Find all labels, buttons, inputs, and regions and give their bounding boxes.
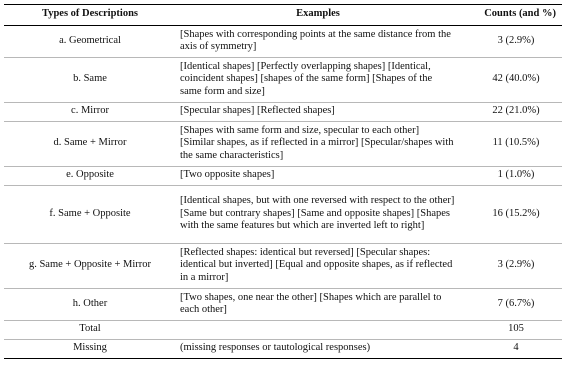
examples-cell: [Identical shapes, but with one reversed with respect to the other] [Same but contrary shapes] [Same and opposite shapes] [Shapes with the same features but which are inverted left to right]	[176, 186, 460, 244]
count-cell: 11 (10.5%)	[460, 122, 562, 167]
header-counts: Counts (and %)	[460, 5, 562, 26]
type-cell: Missing	[4, 340, 176, 359]
examples-cell: [Specular shapes] [Reflected shapes]	[176, 103, 460, 122]
table-row	[4, 26, 562, 58]
count-cell: 105	[460, 321, 562, 340]
examples-cell: (missing responses or tautological responses)	[176, 340, 460, 359]
examples-cell: [Reflected shapes: identical but reversed] [Specular shapes: identical but inverted] [Equal and opposite shapes, as if reflected in a mirror]	[176, 244, 460, 289]
table-row	[4, 289, 562, 321]
examples-cell	[176, 321, 460, 340]
type-cell: f. Same + Opposite	[4, 186, 176, 244]
count-cell: 3 (2.9%)	[460, 26, 562, 58]
type-cell: a. Geometrical	[4, 26, 176, 58]
table-row	[4, 244, 562, 289]
count-cell: 1 (1.0%)	[460, 167, 562, 186]
type-cell: Total	[4, 321, 176, 340]
table-row	[4, 122, 562, 167]
table-row	[4, 58, 562, 103]
table-row	[4, 167, 562, 186]
type-cell: b. Same	[4, 58, 176, 103]
count-cell: 7 (6.7%)	[460, 289, 562, 321]
type-cell: g. Same + Opposite + Mirror	[4, 244, 176, 289]
descriptions-table	[4, 4, 562, 359]
count-cell: 4	[460, 340, 562, 359]
type-cell: e. Opposite	[4, 167, 176, 186]
header-types: Types of Descriptions	[4, 5, 176, 26]
count-cell: 42 (40.0%)	[460, 58, 562, 103]
examples-cell: [Identical shapes] [Perfectly overlapping shapes] [Identical, coincident shapes] [shapes of the same form] [Shapes of the same form and size]	[176, 58, 460, 103]
examples-cell: [Two shapes, one near the other] [Shapes which are parallel to each other]	[176, 289, 460, 321]
count-cell: 3 (2.9%)	[460, 244, 562, 289]
table-row-total	[4, 321, 562, 340]
examples-cell: [Shapes with same form and size, specular to each other] [Similar shapes, as if reflected in a mirror] [Specular/shapes with the same characteristics]	[176, 122, 460, 167]
count-cell: 16 (15.2%)	[460, 186, 562, 244]
header-examples: Examples	[176, 5, 460, 26]
type-cell: h. Other	[4, 289, 176, 321]
table-row-missing	[4, 340, 562, 359]
table-row	[4, 103, 562, 122]
type-cell: d. Same + Mirror	[4, 122, 176, 167]
header-row	[4, 5, 562, 26]
type-cell: c. Mirror	[4, 103, 176, 122]
examples-cell: [Two opposite shapes]	[176, 167, 460, 186]
table-row	[4, 186, 562, 244]
examples-cell: [Shapes with corresponding points at the same distance from the axis of symmetry]	[176, 26, 460, 58]
count-cell: 22 (21.0%)	[460, 103, 562, 122]
